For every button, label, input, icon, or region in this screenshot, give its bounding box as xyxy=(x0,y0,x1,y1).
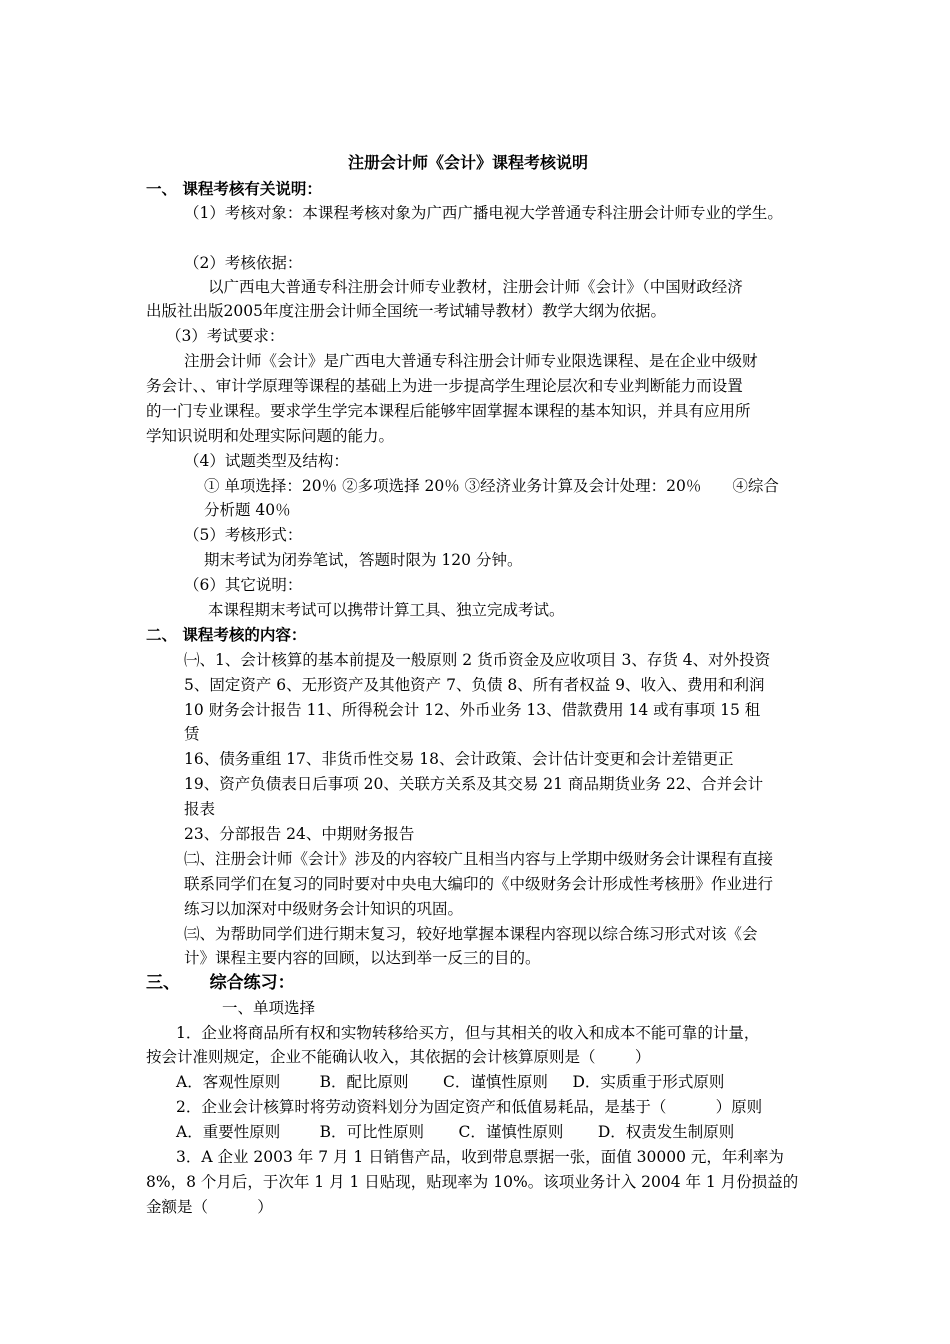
question-options: A．重要性原则 B．可比性原则 C．谨慎性原则 D．权责发生制原则 xyxy=(176,1123,735,1141)
question-line: 3．A 企业 2003 年 7 月 1 日销售产品，收到带息票据一张，面值 30000 元，年利率为 xyxy=(176,1148,784,1166)
question-line: 2．企业会计核算时将劳动资料划分为固定资产和低值易耗品，是基于（ ）原则 xyxy=(176,1098,763,1116)
paragraph-label: （3）考试要求： xyxy=(166,327,285,345)
paragraph-line: 务会计、、审计学原理等课程的基础上为进一步提高学生理论层次和专业判断能力而设置 xyxy=(146,377,743,395)
paragraph-line: 学知识说明和处理实际问题的能力。 xyxy=(146,427,395,445)
paragraph-line: 赁 xyxy=(184,725,200,743)
paragraph-line: ㈡、注册会计师《会计》涉及的内容较广且相当内容与上学期中级财务会计课程有直接 xyxy=(184,850,774,868)
paragraph-label: （4）试题类型及结构： xyxy=(184,452,349,470)
paragraph-line: 本课程期末考试可以携带计算工具、独立完成考试。 xyxy=(208,601,565,619)
question-options: A．客观性原则 B．配比原则 C．谨慎性原则 D．实质重于形式原则 xyxy=(176,1073,725,1091)
question-line: 1．企业将商品所有权和实物转移给买方，但与其相关的收入和成本不能可靠的计量， xyxy=(176,1024,760,1042)
paragraph-line: 分析题 40％ xyxy=(204,501,291,519)
paragraph-line: ㈢、为帮助同学们进行期末复习，较好地掌握本课程内容现以综合练习形式对该《会 xyxy=(184,925,758,943)
paragraph-line: 10 财务会计报告 11、所得税会计 12、外币业务 13、借款费用 14 或有事项 15 租 xyxy=(184,701,761,719)
paragraph-line: 23、分部报告 24、中期财务报告 xyxy=(184,825,415,843)
paragraph-label: （5）考核形式： xyxy=(184,526,303,544)
section-heading-2: 二、 课程考核的内容： xyxy=(146,625,307,644)
paragraph-line: （1）考核对象：本课程考核对象为广西广播电视大学普通专科注册会计师专业的学生。 xyxy=(184,204,783,222)
paragraph-label: （2）考核依据： xyxy=(184,254,303,272)
paragraph-line: 报表 xyxy=(184,800,216,818)
paragraph-line: 5、固定资产 6、无形资产及其他资产 7、负债 8、所有者权益 9、收入、费用和利润 xyxy=(184,676,765,694)
paragraph-line: 联系同学们在复习的同时要对中央电大编印的《中级财务会计形成性考核册》作业进行 xyxy=(184,875,774,893)
paragraph-line: 期末考试为闭券笔试，答题时限为 120 分钟。 xyxy=(204,551,523,569)
paragraph-line: 出版社出版2005年度注册会计师全国统一考试辅导教材）教学大纲为依据。 xyxy=(146,302,666,320)
paragraph-line: 计》课程主要内容的回顾，以达到举一反三的目的。 xyxy=(184,949,541,967)
paragraph-line: ① 单项选择：20％ ②多项选择 20％ ③经济业务计算及会计处理：20％ ④综合 xyxy=(204,477,779,495)
paragraph-label: （6）其它说明： xyxy=(184,576,303,594)
question-line: 按会计准则规定，企业不能确认收入，其依据的会计核算原则是（ ） xyxy=(146,1048,651,1066)
subheading: 一、单项选择 xyxy=(222,999,316,1017)
question-line: 金额是（ ） xyxy=(146,1198,273,1216)
paragraph-line: 19、资产负债表日后事项 20、关联方关系及其交易 21 商品期货业务 22、合并会计 xyxy=(184,775,764,793)
paragraph-line: 16、债务重组 17、非货币性交易 18、会计政策、会计估计变更和会计差错更正 xyxy=(184,750,734,768)
paragraph-line: 的一门专业课程。要求学生学完本课程后能够牢固掌握本课程的基本知识，并具有应用所 xyxy=(146,402,751,420)
paragraph-line: 练习以加深对中级财务会计知识的巩固。 xyxy=(184,900,464,918)
section-heading-3: 三、 综合练习： xyxy=(146,973,295,993)
question-line: 8%，8 个月后，于次年 1 月 1 日贴现，贴现率为 10%。该项业务计入 2004 年 1 月份损益的 xyxy=(146,1173,799,1191)
paragraph-line: 以广西电大普通专科注册会计师专业教材，注册会计师《会计》（中国财政经济 xyxy=(208,278,743,296)
page-title: 注册会计师《会计》课程考核说明 xyxy=(348,153,589,172)
section-heading-1: 一、 课程考核有关说明： xyxy=(146,179,322,198)
paragraph-line: ㈠、1、会计核算的基本前提及一般原则 2 货币资金及应收项目 3、存货 4、对外投资 xyxy=(184,651,771,669)
paragraph-line: 注册会计师《会计》是广西电大普通专科注册会计师专业限选课程、是在企业中级财 xyxy=(184,352,758,370)
